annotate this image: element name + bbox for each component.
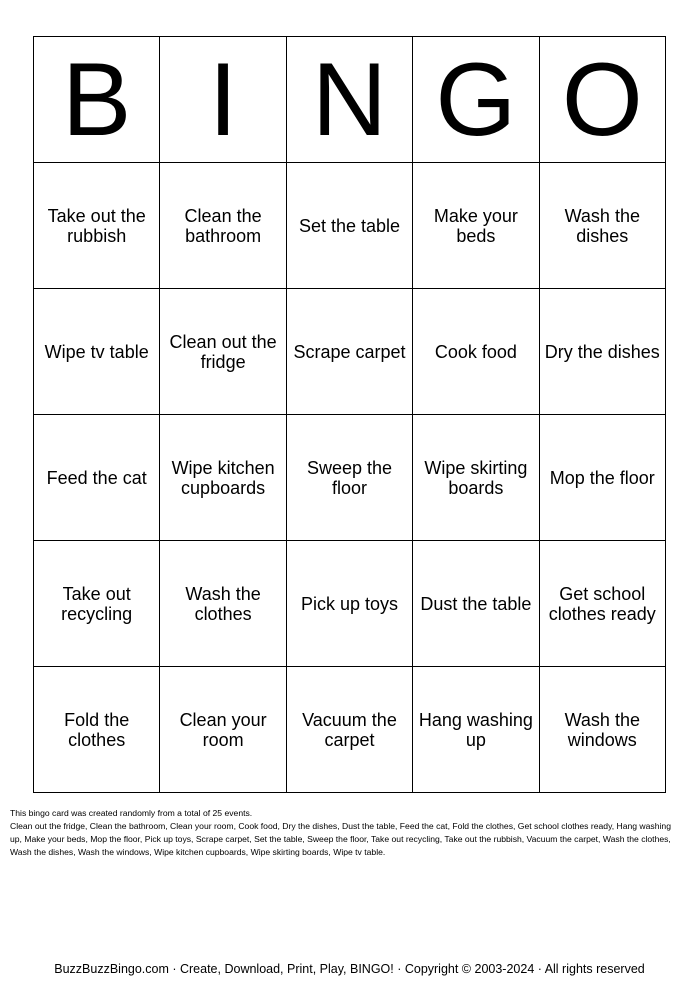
bingo-cell: Fold the clothes	[34, 667, 160, 793]
bingo-cell: Pick up toys	[286, 541, 412, 667]
bingo-cell: Wash the windows	[539, 667, 665, 793]
bingo-cell: Dust the table	[413, 541, 539, 667]
bingo-cell: Wipe kitchen cupboards	[160, 415, 286, 541]
header-letter: O	[539, 37, 665, 163]
bingo-cell: Take out the rubbish	[34, 163, 160, 289]
bingo-cell: Take out recycling	[34, 541, 160, 667]
bingo-cell: Clean your room	[160, 667, 286, 793]
bingo-row	[34, 163, 666, 289]
bingo-cell: Cook food	[413, 289, 539, 415]
bingo-row	[34, 289, 666, 415]
header-letter: I	[160, 37, 286, 163]
bingo-row	[34, 415, 666, 541]
bingo-cell: Wipe skirting boards	[413, 415, 539, 541]
bingo-row	[34, 667, 666, 793]
bingo-cell: Sweep the floor	[286, 415, 412, 541]
bingo-cell: Wipe tv table	[34, 289, 160, 415]
bingo-cell: Hang washing up	[413, 667, 539, 793]
bingo-cell: Dry the dishes	[539, 289, 665, 415]
bingo-header-row	[34, 37, 666, 163]
bingo-cell: Mop the floor	[539, 415, 665, 541]
card-footnote	[10, 807, 680, 859]
header-letter: B	[34, 37, 160, 163]
bingo-cell: Clean the bathroom	[160, 163, 286, 289]
bingo-row	[34, 541, 666, 667]
bingo-cell: Vacuum the carpet	[286, 667, 412, 793]
bingo-cell: Set the table	[286, 163, 412, 289]
site-footer: BuzzBuzzBingo.com · Create, Download, Print, Play, BINGO! · Copyright © 2003-2024 · All rights reserved	[54, 962, 645, 976]
bingo-cell: Feed the cat	[34, 415, 160, 541]
bingo-cell: Wash the clothes	[160, 541, 286, 667]
bingo-cell: Scrape carpet	[286, 289, 412, 415]
footnote-intro: This bingo card was created randomly from a total of 25 events.	[10, 808, 253, 818]
header-letter: G	[413, 37, 539, 163]
header-letter: N	[286, 37, 412, 163]
footnote-event-list: Clean out the fridge, Clean the bathroom, Clean your room, Cook food, Dry the dishes, Dust the table, Feed the cat, Fold the clothes, Get school clothes ready, Hang washing up, Make your beds, Mop the floor, Pick up toys, Scrape carpet, Set the table, Sweep the floor, Take out recycling, Take out the rubbish, Vacuum the carpet, Wash the clothes, Wash the dishes, Wash the windows, Wipe kitchen cupboards, Wipe skirting boards, Wipe tv table.	[10, 821, 671, 857]
bingo-cell: Make your beds	[413, 163, 539, 289]
bingo-cell: Clean out the fridge	[160, 289, 286, 415]
bingo-cell: Wash the dishes	[539, 163, 665, 289]
bingo-cell: Get school clothes ready	[539, 541, 665, 667]
bingo-card	[33, 36, 666, 793]
